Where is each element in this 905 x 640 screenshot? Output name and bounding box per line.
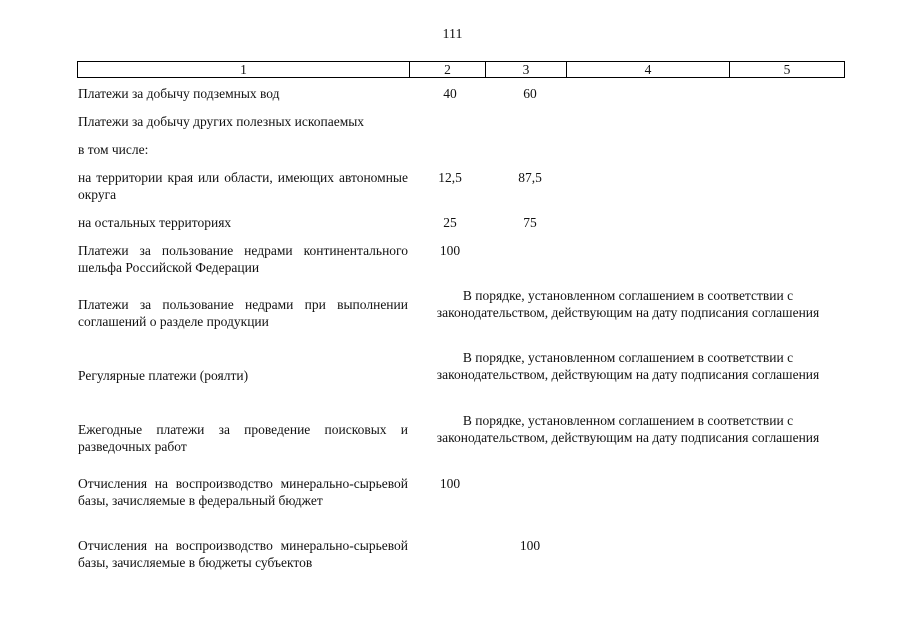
column-header-5: 5 [783,62,791,77]
column-header-3: 3 [486,62,567,77]
row-label: на остальных территориях [78,215,232,230]
row-label: Отчисления на воспроизводство минерально-сырьевой базы, зачисляемые в бюджеты субъектов [78,538,408,570]
row-value-col2: 40 [443,86,457,101]
row-label: Платежи за пользование недрами при выполнении соглашений о разделе продукции [78,297,408,329]
row-label: Платежи за добычу других полезных ископаемых [78,114,365,129]
row-value-col3: 75 [523,215,537,230]
merged-value-cell: В порядке, установленном соглашением в соответствии с законодательством, действующим на дату подписания соглашения [436,288,820,320]
row-value-col3: 87,5 [518,170,542,185]
merged-value-cell: В порядке, установленном соглашением в соответствии с законодательством, действующим на дату подписания соглашения [436,350,820,382]
row-value-col3: 100 [519,538,541,553]
row-value-col2: 25 [443,215,457,230]
page-number: 111 [442,27,463,42]
row-label: Регулярные платежи (роялти) [78,368,249,383]
row-value-col3: 60 [523,86,537,101]
row-value-col2: 12,5 [438,170,462,185]
column-header-2: 2 [410,62,486,77]
row-label: Платежи за добычу подземных вод [78,86,280,101]
row-value-col2: 100 [439,243,461,258]
row-label: на территории края или области, имеющих автономные округа [78,170,408,202]
row-label: Ежегодные платежи за проведение поисковых и разведочных работ [78,422,408,454]
column-header-4: 4 [567,62,730,77]
row-label: в том числе: [78,142,149,157]
column-header-row [77,61,845,78]
row-value-col2: 100 [439,476,461,491]
column-header-1: 1 [78,62,410,77]
row-label: Отчисления на воспроизводство минерально-сырьевой базы, зачисляемые в федеральный бюджет [78,476,408,508]
merged-value-cell: В порядке, установленном соглашением в соответствии с законодательством, действующим на дату подписания соглашения [436,413,820,445]
row-label: Платежи за пользование недрами континентального шельфа Российской Федерации [78,243,408,275]
